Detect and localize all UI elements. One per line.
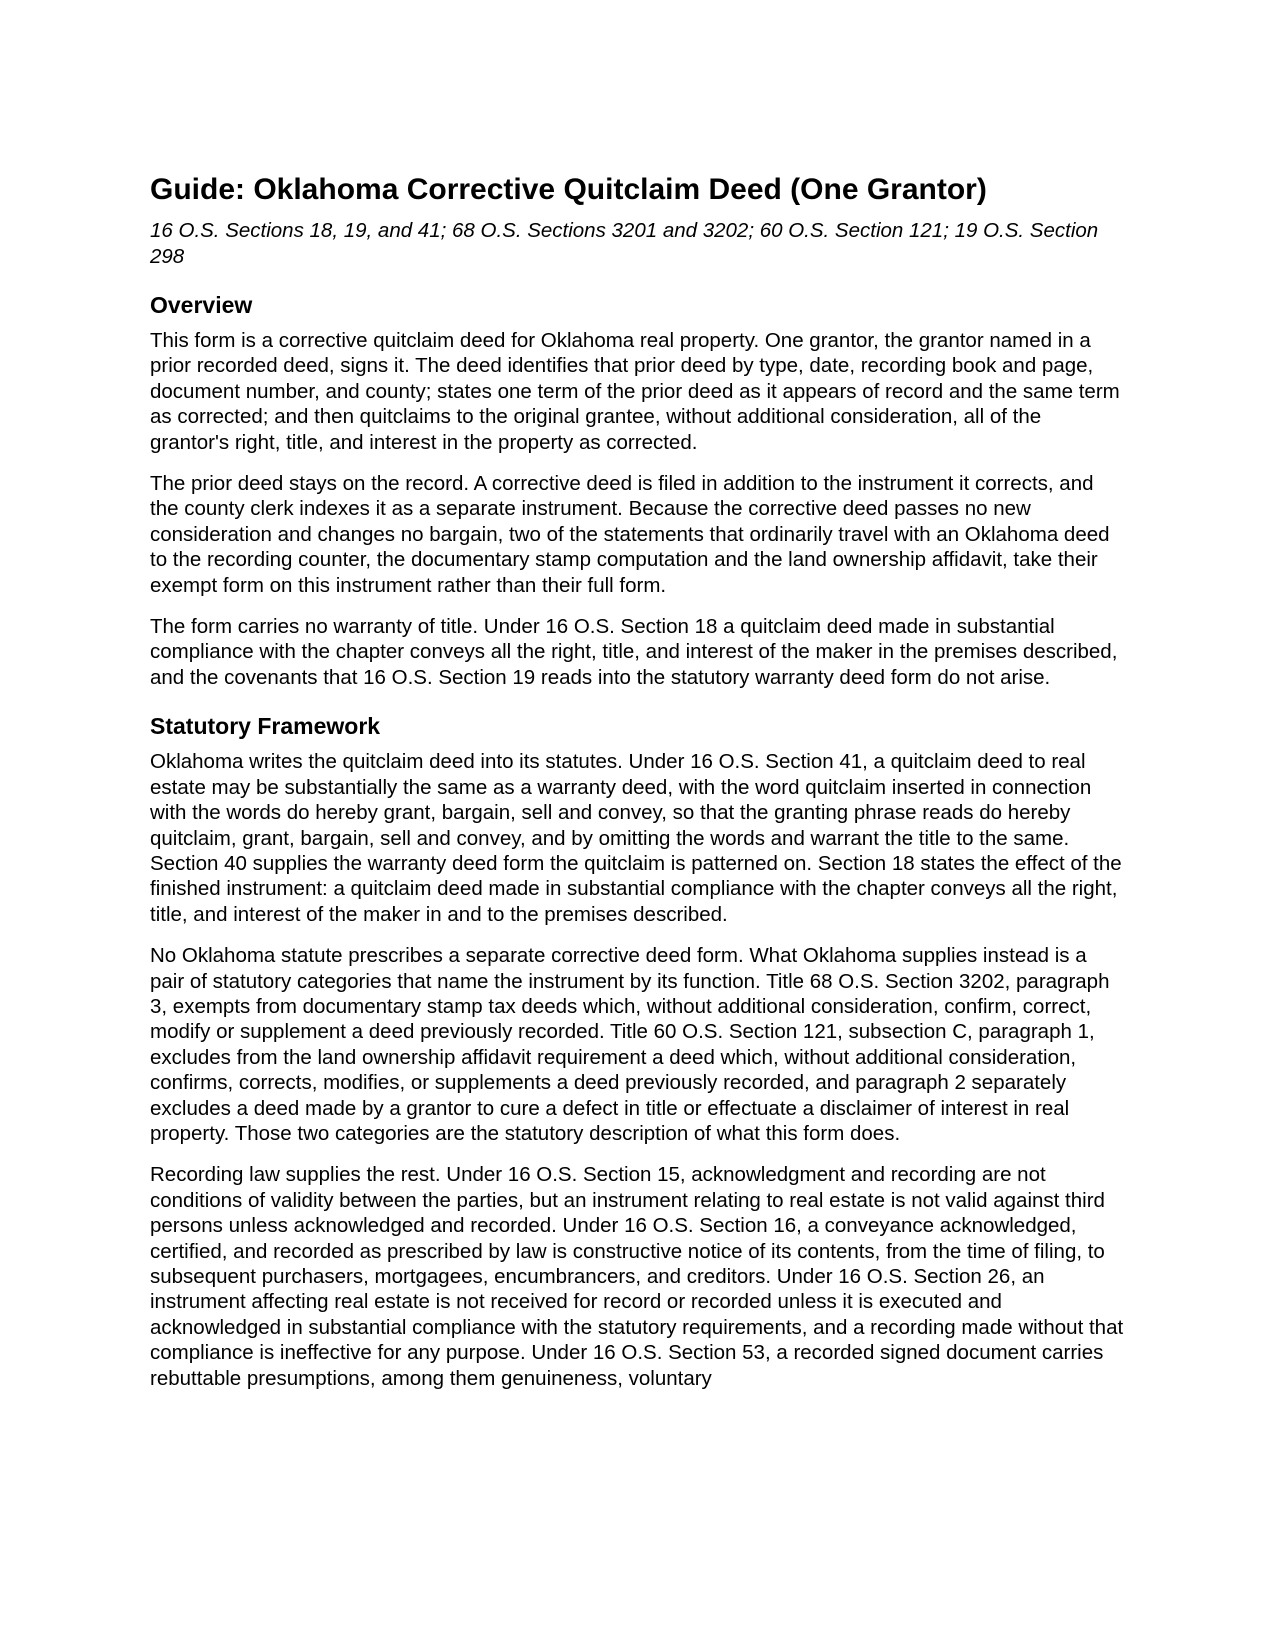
document-page (150, 172, 1125, 1391)
framework-paragraph-3: Recording law supplies the rest. Under 16 O.S. Section 15, acknowledgment and recording are not conditions of validity between the parties, but an instrument relating to real estate is not valid against third persons unless acknowledged and recorded. Under 16 O.S. Section 16, a conveyance acknowledged, certified, and recorded as prescribed by law is constructive notice of its contents, from the time of filing, to subsequent purchasers, mortgagees, encumbrancers, and creditors. Under 16 O.S. Section 26, an instrument affecting real estate is not received for record or recorded unless it is executed and acknowledged in substantial compliance with the statutory requirements, and a recording made without that compliance is ineffective for any purpose. Under 16 O.S. Section 53, a recorded signed document carries rebuttable presumptions, among them genuineness, voluntary (150, 1163, 1124, 1390)
document-title: Guide: Oklahoma Corrective Quitclaim Deed (One Grantor) (150, 173, 987, 206)
overview-paragraph-3: The form carries no warranty of title. Under 16 O.S. Section 18 a quitclaim deed made in substantial compliance with the chapter conveys all the right, title, and interest of the maker in the premises described, and the covenants that 16 O.S. Section 19 reads into the statutory warranty deed form do not arise. (150, 615, 1118, 689)
framework-paragraph-1: Oklahoma writes the quitclaim deed into its statutes. Under 16 O.S. Section 41, a quitclaim deed to real estate may be substantially the same as a warranty deed, with the word quitclaim inserted in connection with the words do hereby grant, bargain, sell and convey, so that the granting phrase reads do hereby quitclaim, grant, bargain, sell and convey, and by omitting the words and warrant the title to the same. Section 40 supplies the warranty deed form the quitclaim is patterned on. Section 18 states the effect of the finished instrument: a quitclaim deed made in substantial compliance with the chapter conveys all the right, title, and interest of the maker in and to the premises described. (150, 750, 1122, 926)
overview-paragraph-1: This form is a corrective quitclaim deed for Oklahoma real property. One grantor, the grantor named in a prior recorded deed, signs it. The deed identifies that prior deed by type, date, recording book and page, document number, and county; states one term of the prior deed as it appears of record and the same term as corrected; and then quitclaims to the original grantee, without additional consideration, all of the grantor's right, title, and interest in the property as corrected. (150, 329, 1120, 454)
statutory-citation: 16 O.S. Sections 18, 19, and 41; 68 O.S. Sections 3201 and 3202; 60 O.S. Section 121; 19 O.S. Section 298 (150, 219, 1099, 268)
framework-paragraph-2: No Oklahoma statute prescribes a separate corrective deed form. What Oklahoma supplies instead is a pair of statutory categories that name the instrument by its function. Title 68 O.S. Section 3202, paragraph 3, exempts from documentary stamp tax deeds which, without additional consideration, confirm, correct, modify or supplement a deed previously recorded. Title 60 O.S. Section 121, subsection C, paragraph 1, excludes from the land ownership affidavit requirement a deed which, without additional consideration, confirms, corrects, modifies, or supplements a deed previously recorded, and paragraph 2 separately excludes a deed made by a grantor to cure a defect in title or effectuate a disclaimer of interest in real property. Those two categories are the statutory description of what this form does. (150, 944, 1110, 1145)
section-heading-statutory-framework: Statutory Framework (150, 713, 381, 740)
section-overview (150, 290, 1125, 690)
section-heading-overview: Overview (150, 292, 253, 318)
section-statutory-framework (150, 711, 1125, 1391)
overview-paragraph-2: The prior deed stays on the record. A corrective deed is filed in addition to the instrument it corrects, and the county clerk indexes it as a separate instrument. Because the corrective deed passes no new consideration and changes no bargain, two of the statements that ordinarily travel with an Oklahoma deed to the recording counter, the documentary stamp computation and the land ownership affidavit, take their exempt form on this instrument rather than their full form. (150, 472, 1110, 597)
